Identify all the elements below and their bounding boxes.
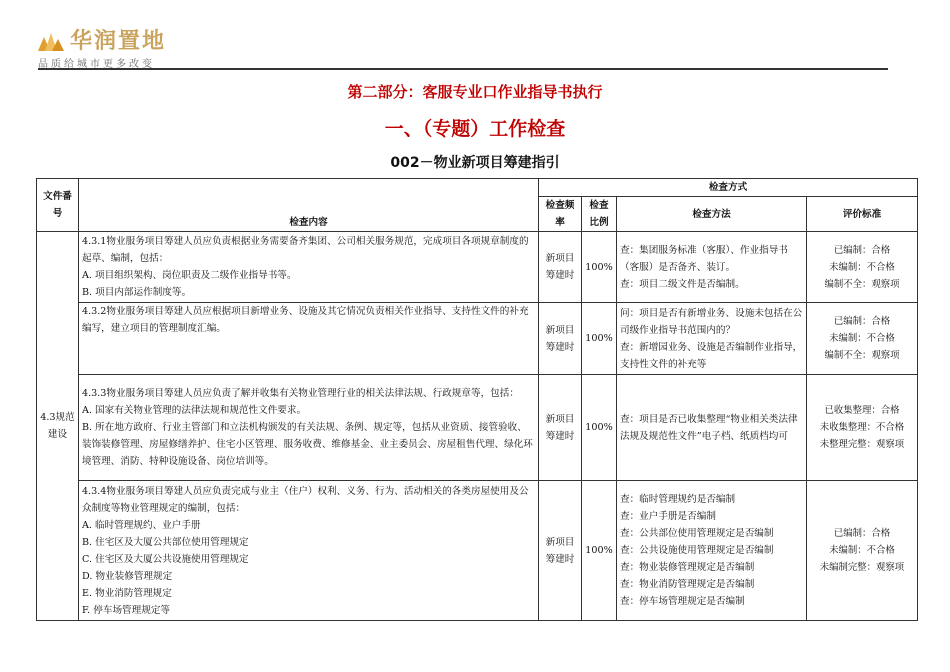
row-method: 查：临时管理规约是否编制 查：业户手册是否编制 查：公共部位使用管理规定是否编制 查：公共设施使用管理规定是否编制 查：物业装修管理规定是否编制 查：物业消防管理规定是否编制 查：停车场管理规定是否编制: [617, 481, 807, 621]
header-standard: 评价标准: [807, 197, 918, 232]
row-content: 4.3.2物业服务项目筹建人员应根据项目新增业务、设施及其它情况负责相关作业指导、支持性文件的补充编写，建立项目的管理制度汇编。: [79, 303, 539, 375]
row-ratio: 100%: [582, 375, 617, 481]
section-title: 一、（专题）工作检查: [384, 118, 566, 140]
row-frequency: 新项目筹建时: [539, 232, 582, 303]
header-method: 检查方法: [617, 197, 807, 232]
table-row: [37, 303, 918, 375]
row-standard: 已收集整理：合格 未收集整理：不合格 未整理完整：观察项: [807, 375, 918, 481]
logo-mark-icon: [38, 29, 64, 51]
table-row: [37, 232, 918, 303]
header-file-no: 文件番号: [37, 179, 79, 232]
row-content: 4.3.4物业服务项目筹建人员应负责完成与业主（住户）权利、义务、行为、活动相关的各类房屋使用及公众制度等物业管理规定的编制，包括： A. 临时管理规约、业户手册 B. 住宅区及大厦公共部位使用管理规定 C. 住宅区及大厦公共设施使用管理规定 D. 物业装修管理规定 E. 物业消防管理规定 F. 停车场管理规定等: [79, 481, 539, 621]
row-ratio: 100%: [582, 303, 617, 375]
group-label: 4.3规范建设: [37, 232, 79, 621]
table-row: [37, 375, 918, 481]
row-frequency: 新项目筹建时: [539, 303, 582, 375]
part-title: 第二部分：客服专业口作业指导书执行: [347, 83, 603, 101]
logo-name: 华润置地: [70, 29, 167, 54]
header-content: 检查内容: [79, 179, 539, 232]
table-row: [37, 481, 918, 621]
header-divider: [38, 68, 888, 70]
row-standard: 已编制：合格 未编制：不合格 未编制完整：观察项: [807, 481, 918, 621]
row-frequency: 新项目筹建时: [539, 481, 582, 621]
row-standard: 已编制：合格 未编制：不合格 编制不全：观察项: [807, 232, 918, 303]
company-logo: [38, 24, 166, 55]
row-ratio: 100%: [582, 232, 617, 303]
row-content: 4.3.3物业服务项目筹建人员应负责了解并收集有关物业管理行业的相关法律法规、行政规章等，包括： A. 国家有关物业管理的法律法规和规范性文件要求。 B. 所在地方政府、行业主管部门和立法机构颁发的有关法规、条例、规定等，包括从业资质、接管验收、装饰装修管理、房屋修缮养护、住宅小区管理、服务收费、维修基金、业主委员会、房屋租售代理、绿化环境管理、消防、特种设施设备、岗位培训等。: [79, 375, 539, 481]
row-content: 4.3.1物业服务项目筹建人员应负责根据业务需要备齐集团、公司相关服务规范，完成项目各项规章制度的起草、编制，包括： A. 项目组织架构、岗位职责及二级作业指导书等。 B. 项目内部运作制度等。: [79, 232, 539, 303]
row-method: 查：项目是否已收集整理“物业相关类法律法规及规范性文件”电子档、纸质档均可: [617, 375, 807, 481]
header-ratio: 检查比例: [582, 197, 617, 232]
row-standard: 已编制：合格 未编制：不合格 编制不全：观察项: [807, 303, 918, 375]
slogan: 品质给城市更多改变: [38, 59, 155, 70]
header-method-group: 检查方式: [539, 179, 918, 197]
row-ratio: 100%: [582, 481, 617, 621]
doc-title: 002－物业新项目筹建指引: [390, 155, 560, 171]
inspection-table: [36, 178, 918, 621]
header-frequency: 检查频率: [539, 197, 582, 232]
row-method: 问：项目是否有新增业务、设施未包括在公司级作业指导书范围内的？ 查：新增园业务、设施是否编制作业指导，支持性文件的补充等: [617, 303, 807, 375]
row-method: 查：集团服务标准（客服）、作业指导书（客服）是否备齐、装订。 查：项目二级文件是否编制。: [617, 232, 807, 303]
row-frequency: 新项目筹建时: [539, 375, 582, 481]
